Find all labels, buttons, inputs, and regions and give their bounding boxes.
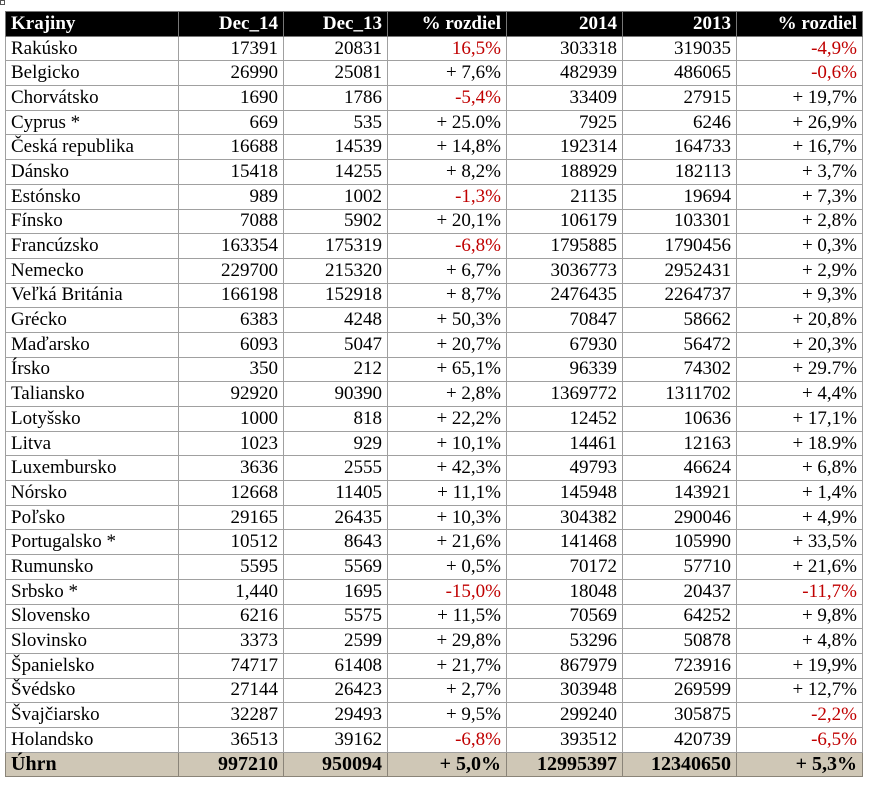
- cell-dec-change: + 20,1%: [388, 209, 507, 234]
- table-body: [6, 36, 863, 752]
- cell-country: Fínsko: [6, 209, 179, 234]
- cell-year-change: + 29.7%: [737, 357, 863, 382]
- cell-year2013: 269599: [623, 678, 737, 703]
- cell-country: Nemecko: [6, 258, 179, 283]
- cell-dec13: 14255: [284, 160, 388, 185]
- header-2013: 2013: [623, 12, 737, 37]
- cell-year-change: + 7,3%: [737, 184, 863, 209]
- table-row: [6, 678, 863, 703]
- cell-dec14: 1000: [179, 407, 284, 432]
- table-row: [6, 258, 863, 283]
- cell-dec13: 14539: [284, 135, 388, 160]
- cell-country: Taliansko: [6, 382, 179, 407]
- cell-year2013: 20437: [623, 579, 737, 604]
- cell-dec14: 6383: [179, 308, 284, 333]
- cell-dec-change: + 9,5%: [388, 703, 507, 728]
- cell-country: Slovinsko: [6, 629, 179, 654]
- cell-year2013: 105990: [623, 530, 737, 555]
- table-row: [6, 629, 863, 654]
- cell-year2014: 12452: [507, 407, 623, 432]
- cell-year2014: 18048: [507, 579, 623, 604]
- header-dec14: Dec_14: [179, 12, 284, 37]
- table-row: [6, 357, 863, 382]
- cell-year2013: 2264737: [623, 283, 737, 308]
- header-year-change: % rozdiel: [737, 12, 863, 37]
- cell-dec13: 1786: [284, 86, 388, 111]
- cell-dec-change: + 14,8%: [388, 135, 507, 160]
- cell-dec-change: + 0,5%: [388, 555, 507, 580]
- cell-dec-change: + 10,1%: [388, 431, 507, 456]
- cell-country: Nórsko: [6, 481, 179, 506]
- cell-dec-change: + 42,3%: [388, 456, 507, 481]
- cell-country: Francúzsko: [6, 234, 179, 259]
- cell-dec14: 166198: [179, 283, 284, 308]
- cell-year2014: 304382: [507, 505, 623, 530]
- cell-year2014: 303318: [507, 36, 623, 61]
- cell-year-change: + 6,8%: [737, 456, 863, 481]
- header-country: Krajiny: [6, 12, 179, 37]
- cell-year2014: 14461: [507, 431, 623, 456]
- cell-year2013: 305875: [623, 703, 737, 728]
- cell-year-change: -4,9%: [737, 36, 863, 61]
- cell-year-change: + 2,9%: [737, 258, 863, 283]
- cell-year-change: + 1,4%: [737, 481, 863, 506]
- table-row: [6, 234, 863, 259]
- cell-dec13: 215320: [284, 258, 388, 283]
- table-row: [6, 86, 863, 111]
- cell-year2013: 27915: [623, 86, 737, 111]
- cell-dec13: 175319: [284, 234, 388, 259]
- cell-dec13: 535: [284, 110, 388, 135]
- cell-year2014: 33409: [507, 86, 623, 111]
- table-row: [6, 555, 863, 580]
- cell-year-change: + 4,9%: [737, 505, 863, 530]
- cell-country: Rakúsko: [6, 36, 179, 61]
- cell-dec13: 2599: [284, 629, 388, 654]
- cell-dec-change: + 20,7%: [388, 332, 507, 357]
- header-2014: 2014: [507, 12, 623, 37]
- cell-dec-change: 16,5%: [388, 36, 507, 61]
- cell-year2014: 141468: [507, 530, 623, 555]
- cell-dec13: 5902: [284, 209, 388, 234]
- cell-dec13: 90390: [284, 382, 388, 407]
- cell-dec13: 11405: [284, 481, 388, 506]
- table-row: [6, 505, 863, 530]
- cell-year-change: + 20,3%: [737, 332, 863, 357]
- cell-year2014: 2476435: [507, 283, 623, 308]
- cell-dec14: 12668: [179, 481, 284, 506]
- cell-dec13: 5047: [284, 332, 388, 357]
- cell-year-change: + 18.9%: [737, 431, 863, 456]
- total-dec13: 950094: [284, 752, 388, 777]
- cell-country: Srbsko *: [6, 579, 179, 604]
- tourism-stats-table: [5, 11, 863, 777]
- cell-dec13: 152918: [284, 283, 388, 308]
- cell-year2014: 67930: [507, 332, 623, 357]
- cell-dec14: 17391: [179, 36, 284, 61]
- cell-year-change: + 4,4%: [737, 382, 863, 407]
- cell-dec-change: + 21,6%: [388, 530, 507, 555]
- cell-dec13: 29493: [284, 703, 388, 728]
- table-row: [6, 135, 863, 160]
- cell-dec14: 27144: [179, 678, 284, 703]
- cell-country: Cyprus *: [6, 110, 179, 135]
- cell-year2014: 867979: [507, 653, 623, 678]
- cell-year2013: 319035: [623, 36, 737, 61]
- cell-dec14: 26990: [179, 61, 284, 86]
- cell-year2013: 12163: [623, 431, 737, 456]
- table-row: [6, 604, 863, 629]
- cell-year2013: 164733: [623, 135, 737, 160]
- cell-year2014: 21135: [507, 184, 623, 209]
- total-label: Úhrn: [6, 752, 179, 777]
- cell-dec-change: + 65,1%: [388, 357, 507, 382]
- cell-dec14: 1,440: [179, 579, 284, 604]
- cell-dec-change: + 11,1%: [388, 481, 507, 506]
- cell-dec-change: + 21,7%: [388, 653, 507, 678]
- cell-year2014: 1369772: [507, 382, 623, 407]
- cell-dec13: 4248: [284, 308, 388, 333]
- corner-marker-icon: [0, 0, 5, 5]
- cell-dec-change: + 8,7%: [388, 283, 507, 308]
- cell-year2013: 64252: [623, 604, 737, 629]
- cell-year2013: 56472: [623, 332, 737, 357]
- cell-dec-change: + 22,2%: [388, 407, 507, 432]
- cell-country: Švédsko: [6, 678, 179, 703]
- cell-dec14: 3373: [179, 629, 284, 654]
- cell-year2014: 70172: [507, 555, 623, 580]
- cell-dec14: 10512: [179, 530, 284, 555]
- table-row: [6, 579, 863, 604]
- cell-year2014: 1795885: [507, 234, 623, 259]
- cell-year2014: 49793: [507, 456, 623, 481]
- table-row: [6, 382, 863, 407]
- cell-dec13: 2555: [284, 456, 388, 481]
- cell-country: Estónsko: [6, 184, 179, 209]
- cell-dec-change: + 8,2%: [388, 160, 507, 185]
- cell-dec13: 8643: [284, 530, 388, 555]
- cell-dec14: 163354: [179, 234, 284, 259]
- cell-country: Lotyšsko: [6, 407, 179, 432]
- cell-country: Dánsko: [6, 160, 179, 185]
- table-row: [6, 61, 863, 86]
- cell-dec13: 5575: [284, 604, 388, 629]
- cell-dec13: 61408: [284, 653, 388, 678]
- cell-year-change: + 16,7%: [737, 135, 863, 160]
- cell-year2013: 19694: [623, 184, 737, 209]
- cell-year2013: 50878: [623, 629, 737, 654]
- cell-year2014: 393512: [507, 727, 623, 752]
- cell-country: Poľsko: [6, 505, 179, 530]
- table-row: [6, 184, 863, 209]
- header-row: [6, 12, 863, 37]
- cell-dec13: 26423: [284, 678, 388, 703]
- cell-country: Holandsko: [6, 727, 179, 752]
- cell-dec-change: + 2,7%: [388, 678, 507, 703]
- table-row: [6, 456, 863, 481]
- cell-country: Portugalsko *: [6, 530, 179, 555]
- cell-year-change: + 12,7%: [737, 678, 863, 703]
- cell-year2013: 1790456: [623, 234, 737, 259]
- cell-country: Veľká Británia: [6, 283, 179, 308]
- cell-year2013: 57710: [623, 555, 737, 580]
- header-dec-change: % rozdiel: [388, 12, 507, 37]
- cell-dec13: 39162: [284, 727, 388, 752]
- cell-year2013: 58662: [623, 308, 737, 333]
- cell-year2013: 420739: [623, 727, 737, 752]
- cell-country: Maďarsko: [6, 332, 179, 357]
- cell-year2014: 70569: [507, 604, 623, 629]
- table-row: [6, 332, 863, 357]
- cell-year2014: 7925: [507, 110, 623, 135]
- table-row: [6, 481, 863, 506]
- cell-year2014: 192314: [507, 135, 623, 160]
- cell-dec-change: -5,4%: [388, 86, 507, 111]
- cell-year2014: 70847: [507, 308, 623, 333]
- cell-year2014: 482939: [507, 61, 623, 86]
- cell-dec-change: + 11,5%: [388, 604, 507, 629]
- cell-dec14: 7088: [179, 209, 284, 234]
- cell-year-change: -11,7%: [737, 579, 863, 604]
- cell-dec14: 1690: [179, 86, 284, 111]
- cell-year2013: 290046: [623, 505, 737, 530]
- cell-country: Chorvátsko: [6, 86, 179, 111]
- cell-country: Švajčiarsko: [6, 703, 179, 728]
- cell-dec14: 229700: [179, 258, 284, 283]
- cell-dec13: 1695: [284, 579, 388, 604]
- cell-year2014: 3036773: [507, 258, 623, 283]
- table-row: [6, 653, 863, 678]
- cell-country: Grécko: [6, 308, 179, 333]
- table-row: [6, 209, 863, 234]
- table-row: [6, 530, 863, 555]
- cell-dec-change: -1,3%: [388, 184, 507, 209]
- cell-country: Rumunsko: [6, 555, 179, 580]
- cell-year2014: 299240: [507, 703, 623, 728]
- cell-year2013: 2952431: [623, 258, 737, 283]
- cell-year-change: + 9,8%: [737, 604, 863, 629]
- cell-dec-change: + 10,3%: [388, 505, 507, 530]
- cell-dec14: 29165: [179, 505, 284, 530]
- cell-year-change: + 21,6%: [737, 555, 863, 580]
- cell-dec-change: + 7,6%: [388, 61, 507, 86]
- cell-dec13: 26435: [284, 505, 388, 530]
- cell-dec13: 1002: [284, 184, 388, 209]
- cell-dec13: 818: [284, 407, 388, 432]
- cell-year2013: 486065: [623, 61, 737, 86]
- table-row: [6, 431, 863, 456]
- table-row: [6, 308, 863, 333]
- cell-year2013: 6246: [623, 110, 737, 135]
- cell-dec-change: + 2,8%: [388, 382, 507, 407]
- cell-country: Slovensko: [6, 604, 179, 629]
- cell-dec-change: -6,8%: [388, 234, 507, 259]
- cell-year-change: + 19,7%: [737, 86, 863, 111]
- cell-dec14: 16688: [179, 135, 284, 160]
- table-row: [6, 727, 863, 752]
- cell-dec-change: + 29,8%: [388, 629, 507, 654]
- cell-country: Írsko: [6, 357, 179, 382]
- total-dec-change: + 5,0%: [388, 752, 507, 777]
- cell-dec14: 5595: [179, 555, 284, 580]
- cell-dec13: 5569: [284, 555, 388, 580]
- cell-year2013: 103301: [623, 209, 737, 234]
- total-2013: 12340650: [623, 752, 737, 777]
- cell-year2013: 143921: [623, 481, 737, 506]
- cell-country: Litva: [6, 431, 179, 456]
- cell-year2014: 145948: [507, 481, 623, 506]
- cell-year2014: 106179: [507, 209, 623, 234]
- cell-year-change: + 17,1%: [737, 407, 863, 432]
- cell-dec13: 212: [284, 357, 388, 382]
- cell-year-change: + 0,3%: [737, 234, 863, 259]
- cell-year2014: 303948: [507, 678, 623, 703]
- cell-year2013: 182113: [623, 160, 737, 185]
- cell-year-change: + 26,9%: [737, 110, 863, 135]
- total-2014: 12995397: [507, 752, 623, 777]
- cell-dec-change: -6,8%: [388, 727, 507, 752]
- total-row: [6, 752, 863, 777]
- total-year-change: + 5,3%: [737, 752, 863, 777]
- cell-dec13: 929: [284, 431, 388, 456]
- cell-dec14: 6216: [179, 604, 284, 629]
- cell-year-change: + 9,3%: [737, 283, 863, 308]
- cell-year-change: + 2,8%: [737, 209, 863, 234]
- cell-country: Česká republika: [6, 135, 179, 160]
- cell-dec14: 15418: [179, 160, 284, 185]
- cell-year-change: -6,5%: [737, 727, 863, 752]
- table-row: [6, 36, 863, 61]
- cell-country: Španielsko: [6, 653, 179, 678]
- cell-year2013: 723916: [623, 653, 737, 678]
- table-row: [6, 283, 863, 308]
- cell-dec14: 989: [179, 184, 284, 209]
- cell-dec14: 350: [179, 357, 284, 382]
- cell-dec14: 74717: [179, 653, 284, 678]
- cell-year2013: 1311702: [623, 382, 737, 407]
- cell-year2013: 46624: [623, 456, 737, 481]
- cell-year2014: 96339: [507, 357, 623, 382]
- cell-dec-change: + 25.0%: [388, 110, 507, 135]
- table-row: [6, 703, 863, 728]
- cell-year-change: -2,2%: [737, 703, 863, 728]
- cell-dec14: 6093: [179, 332, 284, 357]
- cell-dec14: 669: [179, 110, 284, 135]
- cell-dec14: 36513: [179, 727, 284, 752]
- total-dec14: 997210: [179, 752, 284, 777]
- cell-dec14: 1023: [179, 431, 284, 456]
- cell-year-change: + 4,8%: [737, 629, 863, 654]
- cell-dec14: 32287: [179, 703, 284, 728]
- cell-year2014: 188929: [507, 160, 623, 185]
- table-row: [6, 160, 863, 185]
- cell-year-change: + 19,9%: [737, 653, 863, 678]
- cell-country: Luxembursko: [6, 456, 179, 481]
- cell-dec-change: + 50,3%: [388, 308, 507, 333]
- cell-dec14: 3636: [179, 456, 284, 481]
- cell-year2013: 74302: [623, 357, 737, 382]
- cell-year2014: 53296: [507, 629, 623, 654]
- cell-year-change: + 20,8%: [737, 308, 863, 333]
- cell-dec13: 20831: [284, 36, 388, 61]
- cell-year-change: + 33,5%: [737, 530, 863, 555]
- table-row: [6, 110, 863, 135]
- cell-year-change: + 3,7%: [737, 160, 863, 185]
- cell-dec-change: + 6,7%: [388, 258, 507, 283]
- cell-dec14: 92920: [179, 382, 284, 407]
- table-row: [6, 407, 863, 432]
- cell-country: Belgicko: [6, 61, 179, 86]
- cell-year-change: -0,6%: [737, 61, 863, 86]
- header-dec13: Dec_13: [284, 12, 388, 37]
- cell-dec13: 25081: [284, 61, 388, 86]
- cell-dec-change: -15,0%: [388, 579, 507, 604]
- cell-year2013: 10636: [623, 407, 737, 432]
